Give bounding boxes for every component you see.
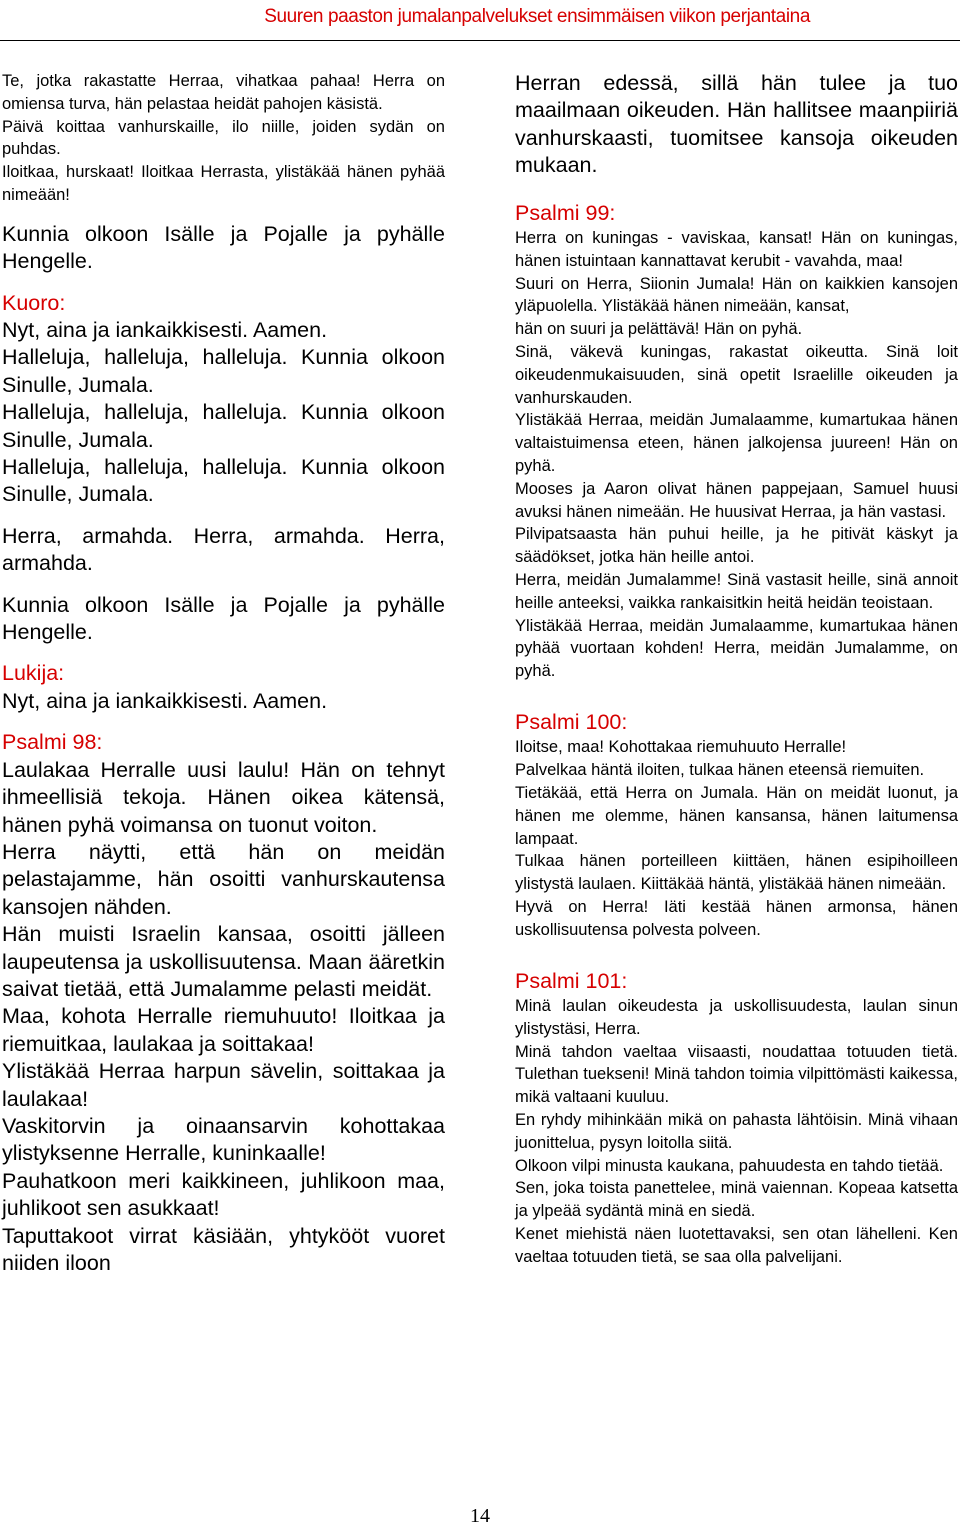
kyrie-line: Herra, armahda. Herra, armahda. Herra, armahda. [2,523,445,576]
psalm-verse: Sen, joka toista panettelee, minä vaiennan. Kopeaa katsetta ja ylpeää sydäntä minä en siedä. [515,1179,958,1221]
response-line: Nyt, aina ja iankaikkisesti. Aamen. [2,688,328,713]
psalm-100-title: Psalmi 100: [515,709,628,734]
psalm-verse: Minä tahdon vaeltaa viisaasti, noudattaa totuuden tietä. Tulethan tuekseni! Minä tahdon toimia vilpittömästi kaikessa, mikä valtaani kuuluu. [515,1042,958,1107]
psalm-98-title: Psalmi 98: [2,730,103,755]
psalm-verse: Herra näytti, että hän on meidän pelastajamme, hän osoitti vanhurskautensa kansojen nähden. [2,839,445,919]
doxology: Kunnia olkoon Isälle ja Pojalle ja pyhälle Hengelle. [2,592,445,645]
psalm-verse: Herra on kuningas - vaviskaa, kansat! Hän on kuningas, hänen istuintaan kannattavat kerubit - vavahda, maa! [515,229,958,270]
header-rule [0,40,960,41]
paragraph: Päivä koittaa vanhurskaille, ilo niille, joiden sydän on puhdas. [2,117,445,159]
psalm-verse: Ylistäkää Herraa harpun sävelin, soittakaa ja laulakaa! [2,1059,445,1111]
psalm-verse: Taputtakoot virrat käsiään, yhtykööt vuoret niiden iloon [2,1223,445,1275]
psalm-verse: Mooses ja Aaron olivat hänen pappejaan, Samuel huusi avuksi hänen nimeään. He huusivat Herraa, ja hän vastasi. [515,479,958,521]
psalm-verse: Suuri on Herra, Siionin Jumala! Hän on kaikkien kansojen yläpuolella. Ylistäkää hänen nimeään, kansat, [515,274,958,316]
header-title: Suuren paaston jumalanpalvelukset ensimmäisen viikon perjantaina [264,6,810,27]
psalm-verse: Vaskitorvin ja oinaansarvin kohottakaa ylistyksenne Herralle, kuninkaalle! [2,1113,445,1166]
psalm-verse: Hän muisti Israelin kansaa, osoitti jälleen laupeutensa ja uskollisuutensa. Maan ääretkin saivat tietää, että Jumalamme pelasti meidät. [2,922,445,1001]
psalm-verse: Tulkaa hänen porteilleen kiittäen, hänen esipihoilleen ylistystä laulaen. Kiittäkää häntä, ylistäkää hänen nimeään. [515,852,958,894]
psalm-verse: Palvelkaa häntä iloiten, tulkaa hänen eteensä riemuiten. [515,761,925,780]
paragraph: Iloitkaa, hurskaat! Iloitkaa Herrasta, ylistäkää hänen pyhää nimeään! [2,163,445,204]
doxology: Kunnia olkoon Isälle ja Pojalle ja pyhälle Hengelle. [2,221,445,274]
psalm-99-title: Psalmi 99: [515,200,616,225]
psalm-verse: Kenet miehistä näen luotettavaksi, sen otan lähelleni. Ken vaeltaa totuuden tietä, se saa olla palvelijani. [515,1224,958,1266]
psalm-verse: Herra, meidän Jumalamme! Sinä vastasit heille, sinä annoit heille anteeksi, vaikka rankaisitkin heitä heidän teoistaan. [515,570,958,612]
page-number: 14 [470,1505,490,1527]
psalm-verse: Minä laulan oikeudesta ja uskollisuudesta, laulan sinun ylistystäsi, Herra. [515,996,958,1038]
psalm-verse: Olkoon vilpi minusta kaukana, pahuudesta en tahdo tietää. [515,1156,944,1175]
psalm-verse: Ylistäkää Herraa, meidän Jumalaamme, kumartukaa hänen pyhää vuortaan kohden! Herra, meidän Jumalamme, on pyhä. [515,616,958,681]
psalm-verse: Pilvipatsaasta hän puhui heille, ja he pitivät käskyt ja säädökset, jotka hän heille antoi. [515,525,958,567]
psalm-verse: hän on suuri ja pelättävä! Hän on pyhä. [515,320,803,339]
left-column [2,70,445,1277]
halleluja-line: Halleluja, halleluja, halleluja. Kunnia olkoon Sinulle, Jumala. [2,455,445,507]
right-column [515,70,958,1269]
psalm-verse: Sinä, väkevä kuningas, rakastat oikeutta. Sinä loit oikeudenmukaisuuden, sinä opetit Israelille oikeuden ja vanhurskauden. [515,343,958,407]
psalm-verse: Pauhatkoon meri kaikkineen, juhlikoon maa, juhlikoot sen asukkaat! [2,1168,445,1221]
psalm-verse: Laulakaa Herralle uusi laulu! Hän on tehnyt ihmeellisiä tekoja. Hänen oikea kätensä, hänen pyhä voimansa on tuonut voiton. [2,757,445,837]
psalm-verse: Herran edessä, sillä hän tulee ja tuo maailmaan oikeuden. Hän hallitsee maanpiiriä vanhurskaasti, tuomitsee kansoja oikeuden mukaan. [515,71,958,178]
rubric-lukija: Lukija: [2,661,65,686]
paragraph: Te, jotka rakastatte Herraa, vihatkaa pahaa! Herra on omiensa turva, hän pelastaa heidät pahojen käsistä. [2,72,445,113]
running-header [0,6,960,28]
response-line: Nyt, aina ja iankaikkisesti. Aamen. [2,318,328,342]
halleluja-line: Halleluja, halleluja, halleluja. Kunnia olkoon Sinulle, Jumala. [2,400,445,452]
rubric-kuoro: Kuoro: [2,290,66,315]
psalm-verse: En ryhdy mihinkään mikä on pahasta lähtöisin. Minä vihaan juonittelua, pysyn loitolla siitä. [515,1110,958,1152]
psalm-verse: Ylistäkää Herraa, meidän Jumalaamme, kumartukaa hänen valtaistuimensa eteen, hänen jalkojensa juureen! Hän on pyhä. [515,411,958,475]
psalm-verse: Iloitse, maa! Kohottakaa riemuhuuto Herralle! [515,738,847,757]
halleluja-line: Halleluja, halleluja, halleluja. Kunnia olkoon Sinulle, Jumala. [2,345,445,397]
psalm-verse: Hyvä on Herra! Iäti kestää hänen armonsa, hänen uskollisuutensa polvesta polveen. [515,897,958,939]
psalm-101-title: Psalmi 101: [515,968,628,993]
psalm-verse: Tietäkää, että Herra on Jumala. Hän on meidät luonut, ja hänen me olemme, hänen kansansa, hänen laitumensa lampaat. [515,783,958,848]
psalm-verse: Maa, kohota Herralle riemuhuuto! Iloitkaa ja riemuitkaa, laulakaa ja soittakaa! [2,1004,445,1056]
